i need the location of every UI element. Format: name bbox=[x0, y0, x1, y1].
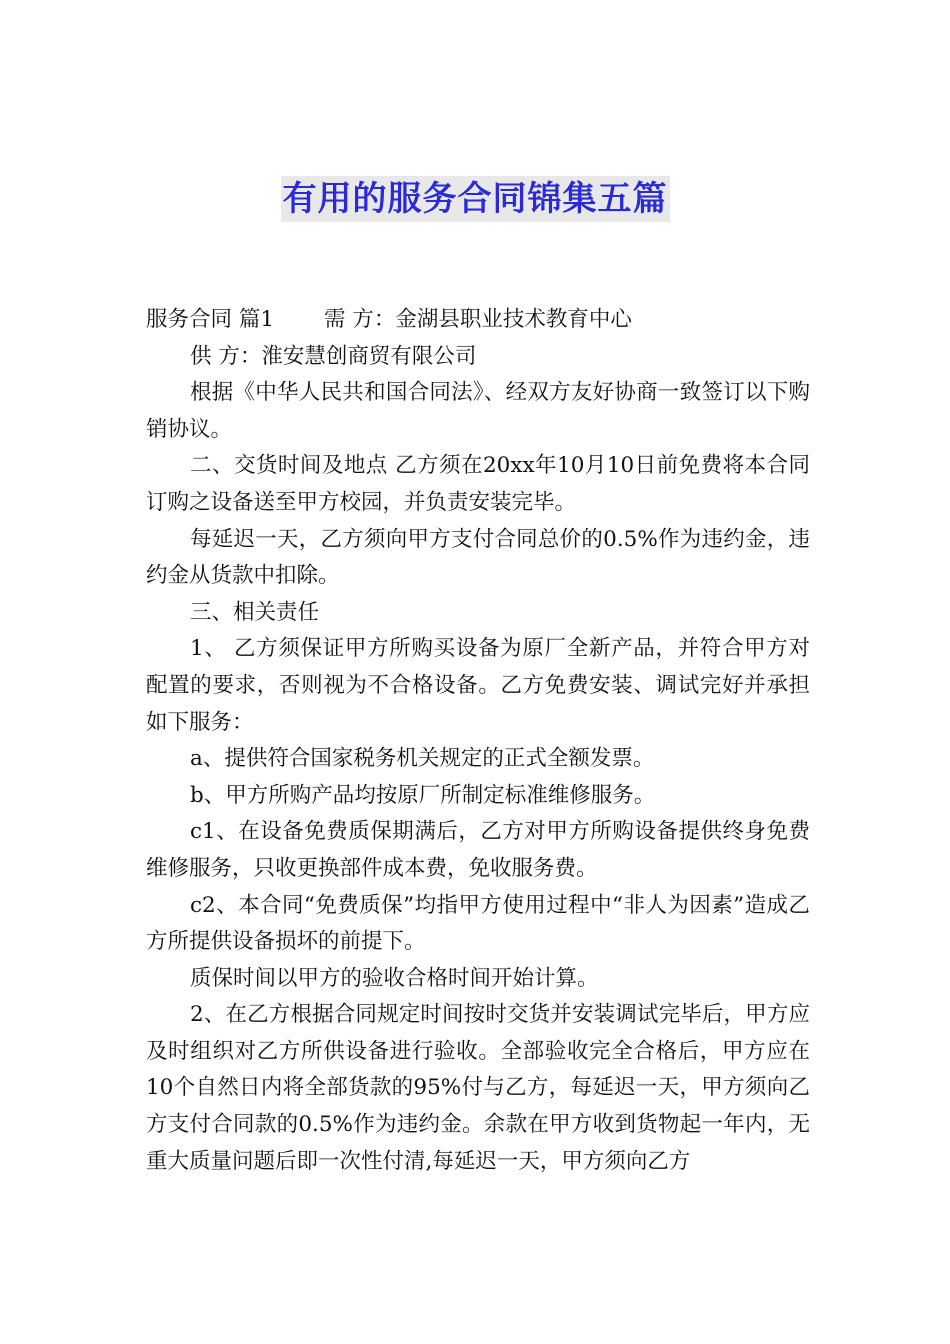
paragraph: a、提供符合国家税务机关规定的正式全额发票。 bbox=[190, 746, 655, 772]
paragraph: b、甲方所购产品均按原厂所制定标准维修服务。 bbox=[190, 782, 656, 808]
paragraph-heading-line bbox=[146, 302, 810, 339]
paragraph: 三、相关责任 bbox=[190, 599, 320, 625]
paragraph: 供 方：淮安慧创商贸有限公司 bbox=[190, 343, 477, 369]
document-body bbox=[146, 302, 810, 1180]
paragraph: 2、在乙方根据合同规定时间按时交货并安装调试完毕后，甲方应及时组织对乙方所供设备进行验收。全部验收完全合格后，甲方应在10个自然日内将全部货款的95%付与乙方，每延迟一天，甲方须向乙方支付合同款的0.5%作为违约金。余款在甲方收到货物起一年内，无重大质量问题后即一次性付清,每延迟一天，甲方须向乙方 bbox=[146, 1002, 810, 1174]
paragraph: 1、 乙方须保证甲方所购买设备为原厂全新产品，并符合甲方对配置的要求，否则视为不合格设备。乙方免费安装、调试完好并承担如下服务： bbox=[146, 636, 810, 735]
paragraph: 质保时间以甲方的验收合格时间开始计算。 bbox=[190, 965, 599, 991]
paragraph: 每延迟一天，乙方须向甲方支付合同总价的0.5%作为违约金，违约金从货款中扣除。 bbox=[146, 526, 810, 589]
paragraph: 二、交货时间及地点 乙方须在20xx年10月10日前免费将本合同订购之设备送至甲方校园，并负责安装完毕。 bbox=[146, 453, 810, 515]
paragraph: 根据《中华人民共和国合同法》、经双方友好协商一致签订以下购销协议。 bbox=[146, 380, 810, 442]
paragraph: c1、在设备免费质保期满后，乙方对甲方所购设备提供终身免费维修服务，只收更换部件成本费，免收服务费。 bbox=[146, 819, 810, 881]
paragraph: c2、本合同“免费质保”均指甲方使用过程中“非人为因素”造成乙方所提供设备损坏的前提下。 bbox=[146, 892, 810, 955]
title-container bbox=[0, 176, 950, 222]
document-title: 有用的服务合同锦集五篇 bbox=[281, 176, 670, 222]
section-lead: 服务合同 篇1 bbox=[146, 307, 275, 332]
buyer-line: 需 方：金湖县职业技术教育中心 bbox=[324, 307, 632, 332]
